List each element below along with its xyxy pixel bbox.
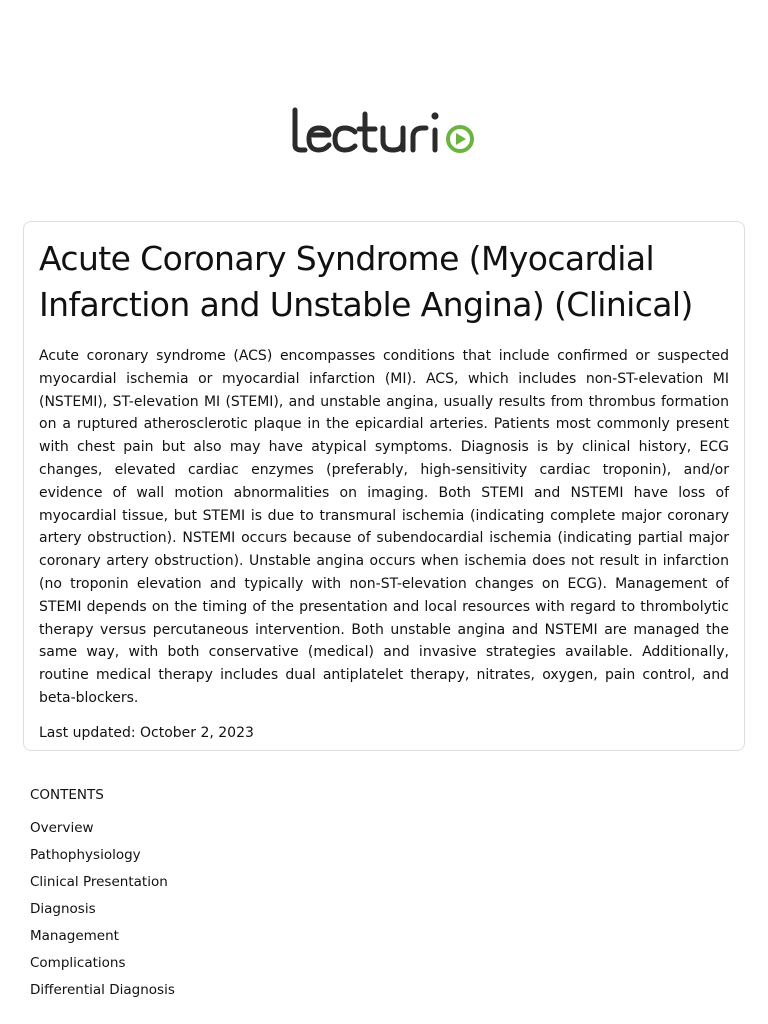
logo-letter-e [309, 128, 329, 150]
contents-link-differential-diagnosis[interactable]: Differential Diagnosis [30, 982, 175, 998]
contents-list [30, 818, 730, 1007]
contents-link-complications[interactable]: Complications [30, 955, 126, 971]
play-icon [456, 133, 466, 145]
article-summary-card [23, 221, 745, 751]
last-updated-date: Last updated: October 2, 2023 [39, 724, 254, 741]
contents-link-diagnosis[interactable]: Diagnosis [30, 901, 96, 917]
logo-letter-i-dot [431, 112, 438, 119]
article-summary: Acute coronary syndrome (ACS) encompasses conditions that include confirmed or suspected myocardial ischemia or myocardial infarction (MI). ACS, which includes non-ST-elevation MI (NSTEMI), ST-elevation MI (STEMI), and unstable angina, usually results from thrombus formation on a ruptured atherosclerotic plaque in the epicardial arteries. Patients most commonly present with chest pain but also may have atypical symptoms. Diagnosis is by clinical history, ECG changes, elevated cardiac enzymes (preferably, high-sensitivity cardiac troponin), and/or evidence of wall motion abnormalities on imaging. Both STEMI and NSTEMI have loss of myocardial tissue, but STEMI is due to transmural ischemia (indicating complete major coronary artery obstruction). NSTEMI occurs because of subendocardial ischemia (indicating partial major coronary artery obstruction). Unstable angina occurs when ischemia does not result in infarction (no troponin elevation and typically with non-ST-elevation changes on ECG). Management of STEMI depends on the timing of the presentation and local resources with regard to thrombolytic therapy versus percutaneous intervention. Both unstable angina and NSTEMI are managed the same way, with both conservative (medical) and invasive strategies available. Additionally, routine medical therapy includes dual antiplatelet therapy, nitrates, oxygen, pain control, and beta-blockers. [39, 348, 729, 706]
lecturio-logo-mark [289, 104, 479, 160]
logo-letter-l [295, 110, 305, 150]
logo-letter-r [413, 128, 426, 150]
table-of-contents [30, 785, 730, 1007]
contents-link-clinical-presentation[interactable]: Clinical Presentation [30, 874, 168, 890]
contents-link-management[interactable]: Management [30, 928, 119, 944]
logo-letter-t [359, 114, 375, 150]
lecturio-logo[interactable] [0, 104, 768, 160]
logo-letter-c [335, 128, 355, 150]
page-title: Acute Coronary Syndrome (Myocardial Infarction and Unstable Angina) (Clinical) [39, 239, 693, 324]
contents-link-overview[interactable]: Overview [30, 820, 94, 836]
logo-letter-u [383, 128, 403, 150]
contents-heading: CONTENTS [30, 787, 104, 803]
contents-link-pathophysiology[interactable]: Pathophysiology [30, 847, 141, 863]
